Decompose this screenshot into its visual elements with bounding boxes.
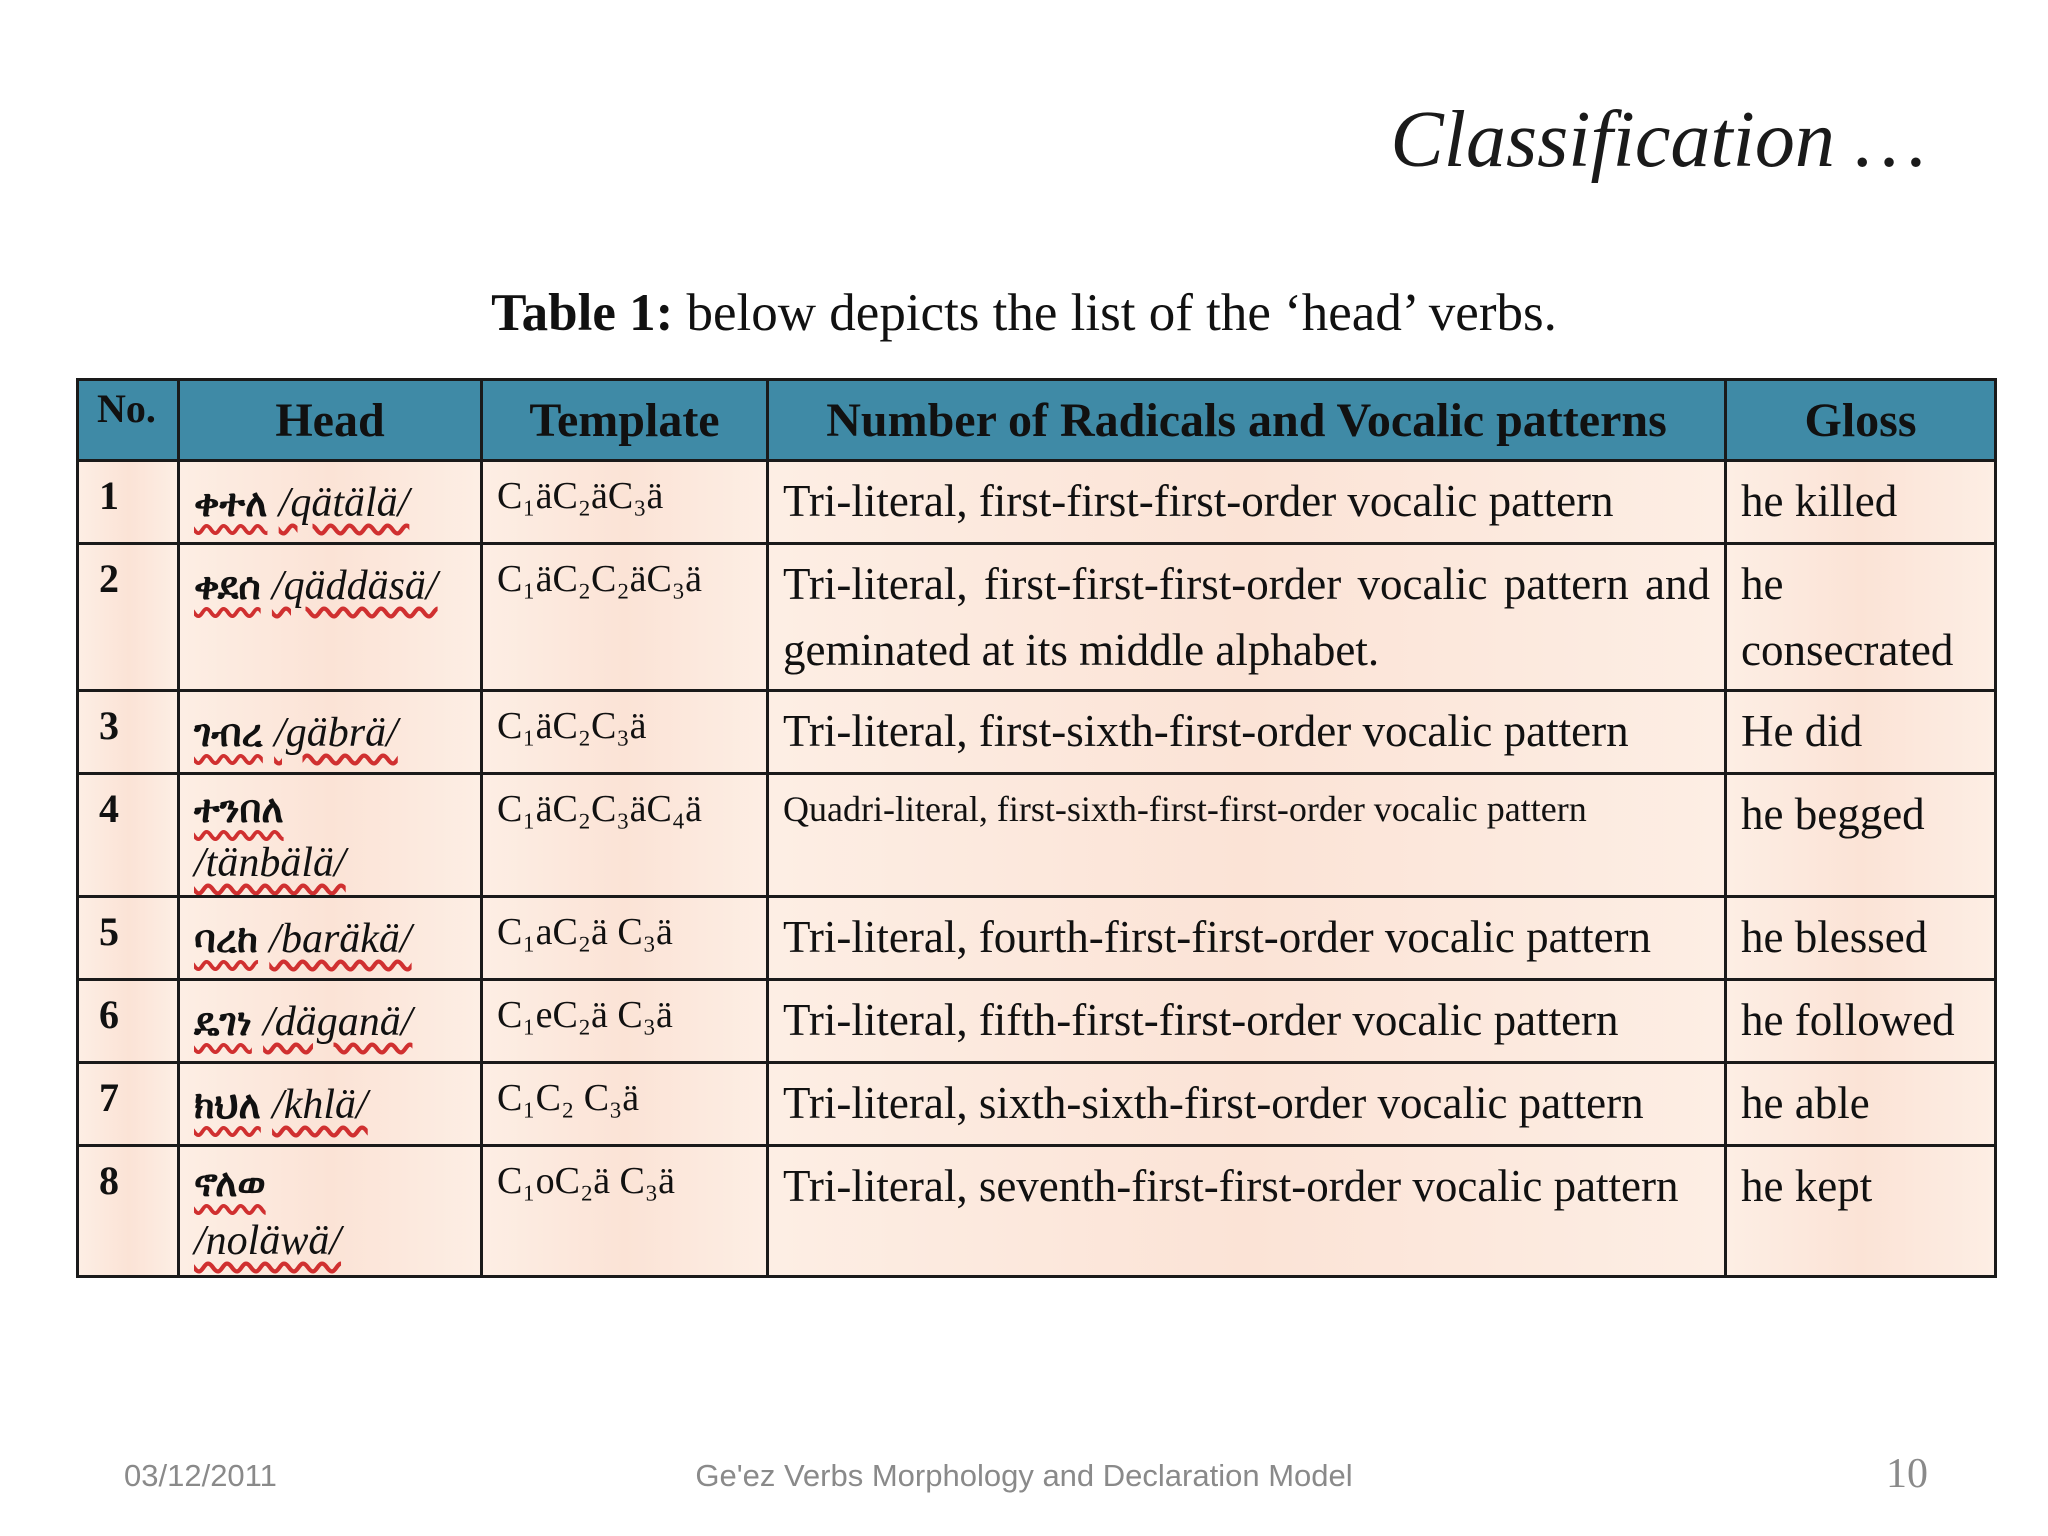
- header-head: Head: [179, 380, 482, 461]
- row-template: C₁äC₂C₃ä: [482, 691, 768, 774]
- table-header-row: [78, 380, 1996, 461]
- head-ethiopic: ቀደሰ: [194, 564, 261, 608]
- footer-date: 03/12/2011: [124, 1458, 277, 1493]
- row-number: 4: [78, 774, 179, 897]
- row-gloss: He did: [1726, 691, 1996, 774]
- row-gloss: he followed: [1726, 980, 1996, 1063]
- head-ethiopic: ክህለ: [194, 1083, 261, 1127]
- verbs-table-container: [76, 378, 1994, 1278]
- head-transliteration: /gäbrä/: [274, 710, 398, 756]
- head-ethiopic: ባረከ: [194, 917, 259, 961]
- row-description: Tri-literal, fourth-first-first-order vocalic pattern: [768, 897, 1726, 980]
- row-head: [179, 1146, 482, 1277]
- footer-title: Ge'ez Verbs Morphology and Declaration Model: [695, 1458, 1353, 1493]
- head-transliteration: /däganä/: [263, 999, 413, 1045]
- header-no: No.: [78, 380, 179, 461]
- row-head: [179, 544, 482, 691]
- row-template: C₁äC₂C₂äC₃ä: [482, 544, 768, 691]
- table-caption: [0, 284, 2048, 342]
- slide-title: Classification …: [1390, 96, 1926, 184]
- row-template: C₁aC₂ä C₃ä: [482, 897, 768, 980]
- row-number: 7: [78, 1063, 179, 1146]
- head-transliteration: /qätälä/: [278, 480, 410, 526]
- header-template: Template: [482, 380, 768, 461]
- page-number: 10: [1886, 1451, 1928, 1497]
- row-number: 1: [78, 461, 179, 544]
- head-transliteration: /qäddäsä/: [271, 563, 438, 609]
- row-head: [179, 461, 482, 544]
- head-ethiopic: ቀተለ: [194, 481, 268, 525]
- table-row: [78, 897, 1996, 980]
- row-template: C₁äC₂C₃äC₄ä: [482, 774, 768, 897]
- head-transliteration: /noläwä/: [194, 1218, 342, 1264]
- row-head: [179, 980, 482, 1063]
- row-head: [179, 897, 482, 980]
- table-row: [78, 544, 1996, 691]
- row-head: [179, 691, 482, 774]
- caption-label: Table 1:: [491, 284, 674, 342]
- row-template: C₁eC₂ä C₃ä: [482, 980, 768, 1063]
- row-number: 8: [78, 1146, 179, 1277]
- header-gloss: Gloss: [1726, 380, 1996, 461]
- table-row: [78, 980, 1996, 1063]
- row-gloss: he able: [1726, 1063, 1996, 1146]
- row-template: C₁äC₂äC₃ä: [482, 461, 768, 544]
- head-transliteration: /khlä/: [272, 1082, 368, 1128]
- table-row: [78, 691, 1996, 774]
- table-row: [78, 774, 1996, 897]
- row-number: 2: [78, 544, 179, 691]
- row-head: [179, 774, 482, 897]
- row-head: [179, 1063, 482, 1146]
- head-ethiopic: ገብረ: [194, 711, 263, 755]
- row-gloss: he killed: [1726, 461, 1996, 544]
- row-description: Tri-literal, fifth-first-first-order vocalic pattern: [768, 980, 1726, 1063]
- table-row: [78, 1063, 1996, 1146]
- head-verbs-table: [76, 378, 1997, 1278]
- row-number: 6: [78, 980, 179, 1063]
- row-description: Tri-literal, first-first-first-order vocalic pattern and geminated at its middle alphabet.: [768, 544, 1726, 691]
- row-description: Tri-literal, seventh-first-first-order vocalic pattern: [768, 1146, 1726, 1277]
- table-row: [78, 1146, 1996, 1277]
- row-gloss: he blessed: [1726, 897, 1996, 980]
- head-transliteration: /baräkä/: [269, 916, 412, 962]
- caption-text: below depicts the list of the ‘head’ verbs.: [673, 284, 1557, 342]
- header-radicals-patterns: Number of Radicals and Vocalic patterns: [768, 380, 1726, 461]
- row-number: 5: [78, 897, 179, 980]
- row-description: Tri-literal, first-sixth-first-order vocalic pattern: [768, 691, 1726, 774]
- row-description: Quadri-literal, first-sixth-first-first-order vocalic pattern: [768, 774, 1726, 897]
- row-description: Tri-literal, first-first-first-order vocalic pattern: [768, 461, 1726, 544]
- row-description: Tri-literal, sixth-sixth-first-order vocalic pattern: [768, 1063, 1726, 1146]
- row-template: C₁oC₂ä C₃ä: [482, 1146, 768, 1277]
- head-ethiopic: ኖለወ: [194, 1161, 266, 1205]
- row-number: 3: [78, 691, 179, 774]
- table-row: [78, 461, 1996, 544]
- row-gloss: he begged: [1726, 774, 1996, 897]
- head-transliteration: /tänbälä/: [194, 840, 346, 886]
- row-gloss: he consecrated: [1726, 544, 1996, 691]
- row-template: C₁C₂ C₃ä: [482, 1063, 768, 1146]
- head-ethiopic: ዴገነ: [194, 1000, 252, 1044]
- head-ethiopic: ተንበለ: [194, 787, 284, 831]
- row-gloss: he kept: [1726, 1146, 1996, 1277]
